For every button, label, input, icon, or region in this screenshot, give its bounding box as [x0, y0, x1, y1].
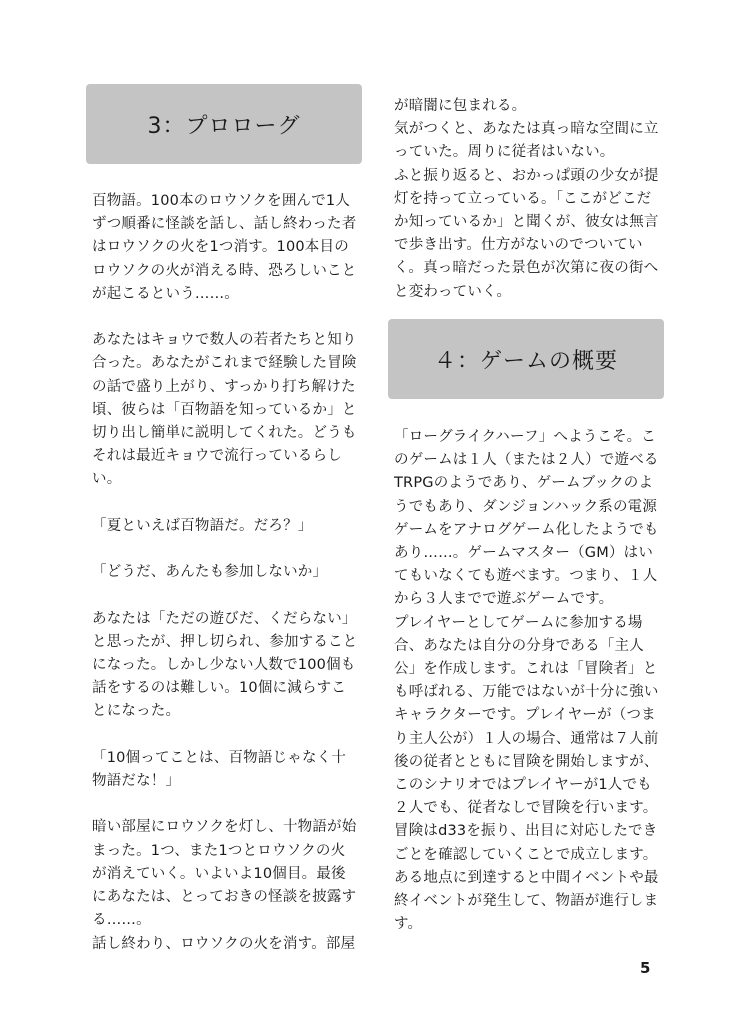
- prologue-body: 百物語。100本のロウソクを囲んで1人ずつ順番に怪談を話し、話し終わった者はロウソクの火を1つ消す。100本目のロウソクの火が消える時、恐ろしいことが起こるという……。 あなたはキョウで数人の若者たちと知り合った。あなたがこれまで経験した冒険の話で盛り上がり、すっかり打ち解けた頃、彼らは「百物語を知っているか」と切り出し簡単に説明してくれた。どうもそれは最近キョウで流行っているらしい。 「夏といえば百物語だ。だろ？」 「どうだ、あんたも参加しないか」 あなたは「ただの遊びだ、くだらない」と思ったが、押し切られ、参加することになった。しかし少ない人数で100個も話をするのは難しい。10個に減らすことになった。 「10個ってことは、百物語じゃなく十物語だな！」 暗い部屋にロウソクを灯し、十物語が始まった。1つ、また1つとロウソクの火が消えていく。いよいよ10個目。最後にあなたは、とっておきの怪談を披露する……。 話し終わり、ロウソクの火を消す。部屋: [92, 193, 358, 952]
- section-heading-overview-text: ４：ゲームの概要: [433, 348, 618, 374]
- overview-body: 「ローグライクハーフ」へようこそ。このゲームは１人（または２人）で遊べるTRPGのようであり、ゲームブックのようでもあり、ダンジョンハック系の電源ゲームをアナログゲーム化したようでもあり……。ゲームマスター（GM）はいてもいなくても遊べます。つまり、１人から３人までで遊ぶゲームです。 プレイヤーとしてゲームに参加する場合、あなたは自分の分身である「主人公」を作成します。これは「冒険者」とも呼ばれる、万能ではないが十分に強いキャラクターです。プレイヤーが（つまり主人公が）１人の場合、通常は７人前後の従者とともに冒険を開始しますが、このシナリオではプレイヤーが1人でも２人でも、従者なしで冒険を行います。 冒険はd33を振り、出目に対応したできごとを確認していくことで成立します。ある地点に到達すると中間イベントや最終イベントが発生して、物語が進行します。: [394, 429, 659, 933]
- section-heading-prologue-text: 3：プロローグ: [147, 113, 301, 139]
- prologue-continuation: が暗闇に包まれる。 気がつくと、あなたは真っ暗な空間に立っていた。周りに従者はいない。 ふと振り返ると、おかっぱ頭の少女が提灯を持って立っている。「ここがどこだか知っているか」と聞くが、彼女は無言で歩き出す。仕方がないのでついていく。真っ暗だった景色が次第に夜の街へと変わっていく。: [394, 98, 659, 300]
- page-number: 5: [640, 959, 651, 977]
- section-heading-prologue: [86, 84, 362, 164]
- section-heading-overview: [388, 319, 664, 399]
